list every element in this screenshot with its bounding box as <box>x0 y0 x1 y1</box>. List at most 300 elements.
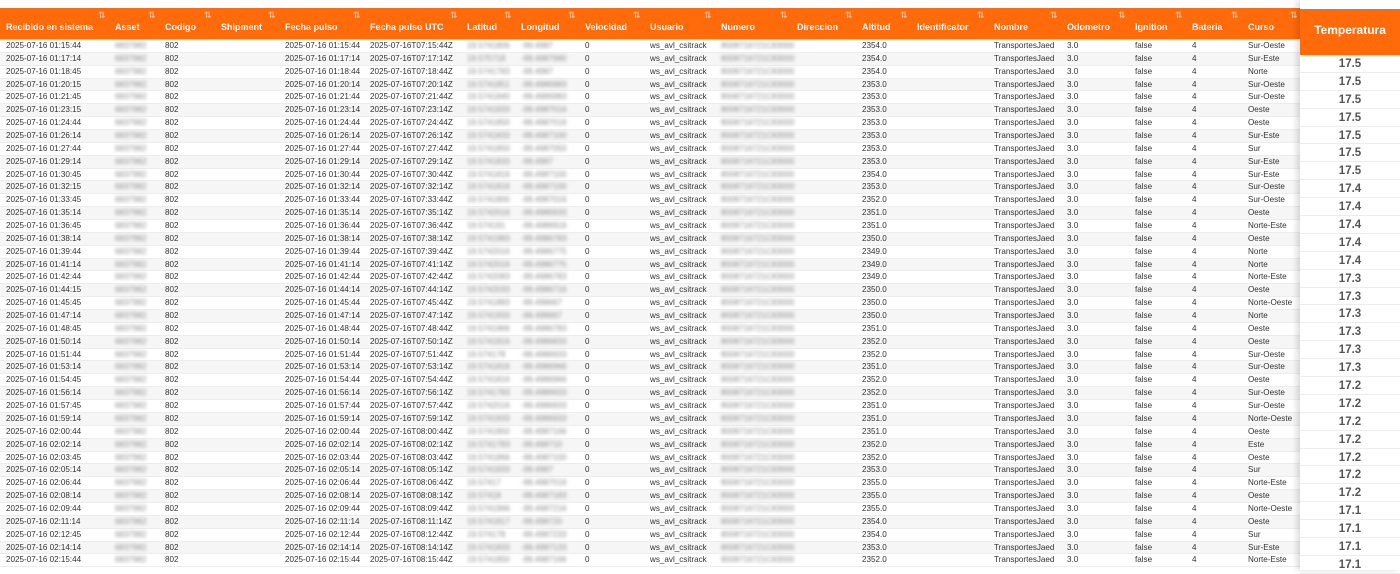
cell-direccion <box>791 374 857 386</box>
column-header-shipment[interactable] <box>215 8 280 39</box>
cell-direccion <box>791 426 857 438</box>
temperatura-cell: 17.1 <box>1300 502 1400 520</box>
table-row[interactable] <box>0 79 1302 92</box>
cell-direccion <box>791 40 857 52</box>
cell-nombre: TransportesJaed <box>994 452 1055 462</box>
cell-recibido-en-sistema: 2025-07-16 01:29:14 <box>6 156 82 166</box>
cell-numero: 8008716721C83000 <box>721 503 795 513</box>
column-header-direccion[interactable] <box>791 8 857 39</box>
cell-numero: 8008716721C83000 <box>721 388 795 398</box>
cell-velocidad: 0 <box>585 529 590 539</box>
table-row[interactable] <box>0 156 1302 169</box>
cell-direccion <box>791 53 857 65</box>
table-row[interactable] <box>0 529 1302 542</box>
cell-bateria: 4 <box>1192 156 1197 166</box>
cell-codigo: 802 <box>165 79 179 89</box>
cell-altitud: 2354.0 <box>862 529 887 539</box>
column-header-recibido-en-sistema[interactable] <box>0 8 110 39</box>
cell-longitud: -99.4986933 <box>521 388 567 398</box>
cell-longitud: -99.4986783 <box>521 233 567 243</box>
cell-numero: 8008716721C83000 <box>721 465 795 475</box>
cell-shipment <box>215 542 280 554</box>
cell-direccion <box>791 66 857 78</box>
cell-latitud: 19.5741817 <box>467 516 510 526</box>
cell-longitud: -99.498710 <box>521 439 562 449</box>
cell-latitud: 19.574178 <box>467 349 506 359</box>
cell-shipment <box>215 143 280 155</box>
cell-velocidad: 0 <box>585 272 590 282</box>
cell-bateria: 4 <box>1192 503 1197 513</box>
cell-altitud: 2352.0 <box>862 439 887 449</box>
cell-latitud: 19.5742083 <box>467 272 510 282</box>
cell-nombre: TransportesJaed <box>994 439 1055 449</box>
table-row[interactable] <box>0 207 1302 220</box>
table-row[interactable] <box>0 91 1302 104</box>
column-header-fecha-pulso-utc[interactable] <box>364 8 462 39</box>
cell-usuario: ws_avl_csitrack <box>650 478 707 488</box>
cell-latitud: 19.574191 <box>467 221 506 231</box>
table-row[interactable] <box>0 104 1302 117</box>
cell-codigo: 802 <box>165 131 179 141</box>
cell-nombre: TransportesJaed <box>994 516 1055 526</box>
cell-longitud: -99.4986933 <box>521 401 567 411</box>
cell-asset: 6837982 <box>115 259 147 269</box>
cell-identificator <box>911 336 989 348</box>
cell-recibido-en-sistema: 2025-07-16 01:15:44 <box>6 41 82 50</box>
cell-bateria: 4 <box>1192 529 1197 539</box>
temperatura-cell: 17.2 <box>1300 466 1400 484</box>
sort-arrows-icon[interactable]: ⇅ <box>633 10 639 20</box>
cell-numero: 8008716721C83000 <box>721 156 795 166</box>
column-header-codigo[interactable] <box>159 8 216 39</box>
cell-fecha-pulso-utc: 2025-07-16T07:38:14Z <box>370 233 453 243</box>
cell-codigo: 802 <box>165 182 179 192</box>
cell-odometro: 3.0 <box>1067 478 1079 488</box>
cell-velocidad: 0 <box>585 362 590 372</box>
table-row[interactable] <box>0 271 1302 284</box>
cell-asset: 6837982 <box>115 66 147 76</box>
cell-usuario: ws_avl_csitrack <box>650 413 707 423</box>
cell-ignition: false <box>1135 208 1153 218</box>
sort-arrows-icon[interactable]: ⇅ <box>900 10 906 20</box>
cell-codigo: 802 <box>165 362 179 372</box>
cell-longitud: -99.4987016 <box>521 105 567 115</box>
table-row[interactable] <box>0 246 1302 259</box>
cell-curso: Norte-Este <box>1248 272 1287 282</box>
cell-odometro: 3.0 <box>1067 182 1079 192</box>
cell-bateria: 4 <box>1192 79 1197 89</box>
cell-identificator <box>911 284 989 296</box>
cell-nombre: TransportesJaed <box>994 362 1055 372</box>
sort-arrows-icon[interactable]: ⇅ <box>268 10 274 20</box>
cell-longitud: -99.4986916 <box>521 221 567 231</box>
cell-odometro: 3.0 <box>1067 131 1079 141</box>
cell-longitud: -99.4986966 <box>521 362 567 372</box>
cell-identificator <box>911 194 989 206</box>
cell-ignition: false <box>1135 555 1153 565</box>
cell-curso: Sur-Oeste <box>1248 79 1285 89</box>
cell-direccion <box>791 387 857 399</box>
table-row[interactable] <box>0 310 1302 323</box>
cell-usuario: ws_avl_csitrack <box>650 118 707 128</box>
cell-numero: 8008716721C83000 <box>721 555 795 565</box>
temperatura-cell: 17.5 <box>1300 73 1400 91</box>
cell-numero: 8008716721C83000 <box>721 375 795 385</box>
column-header-odometro[interactable] <box>1061 8 1130 39</box>
cell-asset: 6837982 <box>115 555 147 565</box>
cell-asset: 6837982 <box>115 349 147 359</box>
sort-arrows-icon[interactable]: ⇅ <box>568 10 574 20</box>
cell-bateria: 4 <box>1192 169 1197 179</box>
cell-velocidad: 0 <box>585 169 590 179</box>
cell-shipment <box>215 271 280 283</box>
cell-recibido-en-sistema: 2025-07-16 02:06:44 <box>6 478 82 488</box>
table-row[interactable] <box>0 349 1302 362</box>
column-header-nombre[interactable] <box>988 8 1062 39</box>
table-row[interactable] <box>0 233 1302 246</box>
sort-arrows-icon[interactable]: ⇅ <box>1231 10 1237 20</box>
column-header-latitud[interactable] <box>461 8 516 39</box>
cell-altitud: 2353.0 <box>862 156 887 166</box>
cell-fecha-pulso: 2025-07-16 01:48:44 <box>285 323 361 333</box>
table-row[interactable] <box>0 503 1302 516</box>
cell-numero: 8008716721C83000 <box>721 195 795 205</box>
cell-fecha-pulso-utc: 2025-07-16T07:51:44Z <box>370 349 453 359</box>
cell-bateria: 4 <box>1192 426 1197 436</box>
cell-codigo: 802 <box>165 285 179 295</box>
cell-bateria: 4 <box>1192 388 1197 398</box>
cell-numero: 8008716721C83000 <box>721 118 795 128</box>
cell-direccion <box>791 143 857 155</box>
cell-direccion <box>791 349 857 361</box>
cell-nombre: TransportesJaed <box>994 182 1055 192</box>
table-row[interactable] <box>0 464 1302 477</box>
cell-ignition: false <box>1135 439 1153 449</box>
cell-recibido-en-sistema: 2025-07-16 01:38:14 <box>6 233 82 243</box>
cell-identificator <box>911 477 989 489</box>
cell-longitud: -99.4987100 <box>521 452 567 462</box>
table-row[interactable] <box>0 374 1302 387</box>
cell-bateria: 4 <box>1192 195 1197 205</box>
sort-arrows-icon[interactable]: ⇅ <box>977 10 983 20</box>
column-header-bateria[interactable] <box>1186 8 1243 39</box>
cell-fecha-pulso-utc: 2025-07-16T07:45:44Z <box>370 298 453 308</box>
sort-arrows-icon[interactable]: ⇅ <box>780 10 786 20</box>
cell-asset: 6837982 <box>115 298 147 308</box>
column-header-numero[interactable] <box>715 8 792 39</box>
sort-arrows-icon[interactable]: ⇅ <box>353 10 359 20</box>
column-header-usuario[interactable] <box>644 8 716 39</box>
cell-longitud: -99.4987016 <box>521 195 567 205</box>
cell-curso: Oeste <box>1248 323 1270 333</box>
temperatura-cell: 17.3 <box>1300 305 1400 323</box>
table-row[interactable] <box>0 387 1302 400</box>
cell-bateria: 4 <box>1192 362 1197 372</box>
cell-latitud: 19.5741783 <box>467 66 510 76</box>
cell-usuario: ws_avl_csitrack <box>650 246 707 256</box>
cell-shipment <box>215 374 280 386</box>
cell-curso: Oeste <box>1248 233 1270 243</box>
cell-fecha-pulso-utc: 2025-07-16T07:29:14Z <box>370 156 453 166</box>
cell-ignition: false <box>1135 388 1153 398</box>
table-row[interactable] <box>0 439 1302 452</box>
temperatura-cell: 17.1 <box>1300 520 1400 538</box>
cell-shipment <box>215 156 280 168</box>
cell-fecha-pulso: 2025-07-16 02:11:14 <box>285 516 360 526</box>
temperatura-cell: 17.3 <box>1300 323 1400 341</box>
cell-identificator <box>911 79 989 91</box>
table-row[interactable] <box>0 117 1302 130</box>
table-row[interactable] <box>0 400 1302 413</box>
table-row[interactable] <box>0 297 1302 310</box>
cell-latitud: 19.5741850 <box>467 426 510 436</box>
column-header-label: Asset <box>115 22 140 32</box>
cell-usuario: ws_avl_csitrack <box>650 272 707 282</box>
cell-latitud: 19.5741806 <box>467 41 510 50</box>
cell-longitud: -99.4987100 <box>521 169 567 179</box>
cell-velocidad: 0 <box>585 195 590 205</box>
table-row[interactable] <box>0 477 1302 490</box>
temperatura-cell: 17.5 <box>1300 144 1400 162</box>
column-header-label: Direccion <box>797 22 839 32</box>
cell-altitud: 2352.0 <box>862 336 887 346</box>
cell-ignition: false <box>1135 143 1153 153</box>
cell-recibido-en-sistema: 2025-07-16 01:51:44 <box>6 349 82 359</box>
cell-bateria: 4 <box>1192 221 1197 231</box>
table-row[interactable] <box>0 452 1302 465</box>
cell-fecha-pulso-utc: 2025-07-16T07:24:44Z <box>370 118 453 128</box>
cell-odometro: 3.0 <box>1067 503 1079 513</box>
cell-ignition: false <box>1135 426 1153 436</box>
column-header-identificator[interactable] <box>911 8 989 39</box>
sort-arrows-icon[interactable]: ⇅ <box>504 10 510 20</box>
sort-arrows-icon[interactable]: ⇅ <box>98 10 104 20</box>
cell-bateria: 4 <box>1192 323 1197 333</box>
cell-curso: Oeste <box>1248 452 1270 462</box>
column-header-fecha-pulso[interactable] <box>279 8 365 39</box>
cell-recibido-en-sistema: 2025-07-16 01:53:14 <box>6 362 82 372</box>
table-row[interactable] <box>0 169 1302 182</box>
cell-latitud: 19.5742016 <box>467 246 510 256</box>
temperatura-header[interactable]: Temperatura <box>1300 8 1400 55</box>
cell-usuario: ws_avl_csitrack <box>650 529 707 539</box>
cell-asset: 6837982 <box>115 41 147 50</box>
temperatura-cell: 17.3 <box>1300 359 1400 377</box>
cell-bateria: 4 <box>1192 349 1197 359</box>
cell-usuario: ws_avl_csitrack <box>650 298 707 308</box>
cell-curso: Oeste <box>1248 375 1270 385</box>
cell-altitud: 2350.0 <box>862 285 887 295</box>
temperatura-cell: 17.4 <box>1300 234 1400 252</box>
cell-velocidad: 0 <box>585 66 590 76</box>
cell-asset: 6837982 <box>115 53 147 63</box>
cell-ignition: false <box>1135 131 1153 141</box>
cell-altitud: 2349.0 <box>862 246 887 256</box>
table-row[interactable] <box>0 361 1302 374</box>
cell-recibido-en-sistema: 2025-07-16 01:21:45 <box>6 92 82 102</box>
cell-velocidad: 0 <box>585 491 590 501</box>
cell-numero: 8008716721C83000 <box>721 79 795 89</box>
cell-altitud: 2355.0 <box>862 503 887 513</box>
cell-codigo: 802 <box>165 233 179 243</box>
table-row[interactable] <box>0 40 1302 53</box>
cell-usuario: ws_avl_csitrack <box>650 452 707 462</box>
cell-fecha-pulso-utc: 2025-07-16T07:33:44Z <box>370 195 453 205</box>
sort-arrows-icon[interactable]: ⇅ <box>704 10 710 20</box>
table-row[interactable] <box>0 66 1302 79</box>
column-header-asset[interactable] <box>109 8 160 39</box>
cell-fecha-pulso: 2025-07-16 01:56:14 <box>285 388 361 398</box>
cell-asset: 6837982 <box>115 285 147 295</box>
cell-ignition: false <box>1135 413 1153 423</box>
cell-shipment <box>215 66 280 78</box>
table-row[interactable] <box>0 554 1302 567</box>
cell-fecha-pulso: 2025-07-16 02:03:44 <box>285 452 361 462</box>
cell-longitud: -99.498667 <box>521 311 562 321</box>
cell-curso: Sur-Oeste <box>1248 182 1285 192</box>
cell-longitud: -99.4987216 <box>521 503 567 513</box>
cell-longitud: -99.4987 <box>521 41 553 50</box>
column-header-label: Usuario <box>650 22 684 32</box>
cell-curso: Sur-Oeste <box>1248 401 1285 411</box>
sort-arrows-icon[interactable]: ⇅ <box>148 10 154 20</box>
cell-bateria: 4 <box>1192 143 1197 153</box>
cell-direccion <box>791 79 857 91</box>
cell-latitud: 19.5741816 <box>467 182 510 192</box>
sort-arrows-icon[interactable]: ⇅ <box>845 10 851 20</box>
cell-bateria: 4 <box>1192 452 1197 462</box>
cell-numero: 8008716721C83000 <box>721 182 795 192</box>
cell-identificator <box>911 361 989 373</box>
cell-altitud: 2351.0 <box>862 362 887 372</box>
column-header-curso[interactable] <box>1242 8 1302 39</box>
sort-arrows-icon[interactable]: ⇅ <box>1290 10 1296 20</box>
cell-shipment <box>215 53 280 65</box>
cell-latitud: 19.5742016 <box>467 401 510 411</box>
cell-latitud: 19.5742016 <box>467 259 510 269</box>
table-row[interactable] <box>0 130 1302 143</box>
column-header-altitud[interactable] <box>856 8 912 39</box>
cell-asset: 6837982 <box>115 401 147 411</box>
cell-odometro: 3.0 <box>1067 208 1079 218</box>
cell-latitud: 19.5741866 <box>467 452 510 462</box>
cell-longitud: -99.4987233 <box>521 529 567 539</box>
cell-usuario: ws_avl_csitrack <box>650 362 707 372</box>
cell-recibido-en-sistema: 2025-07-16 01:59:14 <box>6 413 82 423</box>
cell-latitud: 19.574178 <box>467 529 506 539</box>
cell-direccion <box>791 91 857 103</box>
cell-asset: 6837982 <box>115 208 147 218</box>
cell-fecha-pulso-utc: 2025-07-16T08:00:44Z <box>370 426 453 436</box>
cell-shipment <box>215 40 280 52</box>
cell-curso: Este <box>1248 439 1265 449</box>
cell-direccion <box>791 503 857 515</box>
cell-shipment <box>215 426 280 438</box>
sort-arrows-icon[interactable]: ⇅ <box>204 10 210 20</box>
cell-recibido-en-sistema: 2025-07-16 02:12:45 <box>6 529 82 539</box>
column-header-label: Altitud <box>862 22 891 32</box>
cell-codigo: 802 <box>165 401 179 411</box>
table-row[interactable] <box>0 259 1302 272</box>
table-row[interactable] <box>0 53 1302 66</box>
cell-asset: 6837982 <box>115 503 147 513</box>
cell-ignition: false <box>1135 491 1153 501</box>
sort-arrows-icon[interactable]: ⇅ <box>1118 10 1124 20</box>
cell-shipment <box>215 400 280 412</box>
cell-velocidad: 0 <box>585 413 590 423</box>
cell-ignition: false <box>1135 362 1153 372</box>
cell-numero: 8008716721C83000 <box>721 478 795 488</box>
cell-curso: Oeste <box>1248 336 1270 346</box>
cell-ignition: false <box>1135 118 1153 128</box>
table-row[interactable] <box>0 542 1302 555</box>
temperatura-cell: 17.5 <box>1300 91 1400 109</box>
column-header-ignition[interactable] <box>1129 8 1187 39</box>
cell-fecha-pulso: 2025-07-16 01:23:14 <box>285 105 361 115</box>
cell-nombre: TransportesJaed <box>994 208 1055 218</box>
table-row[interactable] <box>0 336 1302 349</box>
cell-odometro: 3.0 <box>1067 246 1079 256</box>
cell-asset: 6837982 <box>115 491 147 501</box>
table-row[interactable] <box>0 220 1302 233</box>
table-row[interactable] <box>0 490 1302 503</box>
cell-bateria: 4 <box>1192 375 1197 385</box>
cell-velocidad: 0 <box>585 388 590 398</box>
table-row[interactable] <box>0 181 1302 194</box>
table-row[interactable] <box>0 194 1302 207</box>
column-header-label: Fecha pulso <box>285 22 338 32</box>
cell-numero: 8008716721C83000 <box>721 413 795 423</box>
sort-arrows-icon[interactable]: ⇅ <box>1175 10 1181 20</box>
cell-numero: 8008716721C83000 <box>721 311 795 321</box>
column-header-longitud[interactable] <box>515 8 580 39</box>
table-row[interactable] <box>0 284 1302 297</box>
cell-identificator <box>911 542 989 554</box>
cell-longitud: -99.4987166 <box>521 426 567 436</box>
cell-fecha-pulso-utc: 2025-07-16T08:03:44Z <box>370 452 453 462</box>
sort-arrows-icon[interactable]: ⇅ <box>1050 10 1056 20</box>
cell-altitud: 2353.0 <box>862 79 887 89</box>
cell-fecha-pulso: 2025-07-16 01:59:14 <box>285 413 361 423</box>
cell-fecha-pulso-utc: 2025-07-16T07:36:44Z <box>370 221 453 231</box>
table-row[interactable] <box>0 516 1302 529</box>
temperatura-cell: 17.2 <box>1300 431 1400 449</box>
cell-numero: 8008716721C83000 <box>721 208 795 218</box>
cell-codigo: 802 <box>165 259 179 269</box>
cell-fecha-pulso-utc: 2025-07-16T07:56:14Z <box>370 388 453 398</box>
cell-nombre: TransportesJaed <box>994 195 1055 205</box>
cell-fecha-pulso: 2025-07-16 01:41:14 <box>285 259 361 269</box>
cell-altitud: 2353.0 <box>862 182 887 192</box>
cell-altitud: 2351.0 <box>862 413 887 423</box>
cell-direccion <box>791 156 857 168</box>
column-header-label: Ignition <box>1135 22 1168 32</box>
cell-altitud: 2350.0 <box>862 298 887 308</box>
sort-arrows-icon[interactable]: ⇅ <box>450 10 456 20</box>
cell-asset: 6837982 <box>115 233 147 243</box>
cell-shipment <box>215 104 280 116</box>
table-row[interactable] <box>0 413 1302 426</box>
table-row[interactable] <box>0 143 1302 156</box>
cell-odometro: 3.0 <box>1067 156 1079 166</box>
cell-velocidad: 0 <box>585 92 590 102</box>
cell-codigo: 802 <box>165 452 179 462</box>
column-header-velocidad[interactable] <box>579 8 645 39</box>
cell-asset: 6837982 <box>115 156 147 166</box>
cell-ignition: false <box>1135 336 1153 346</box>
table-row[interactable] <box>0 426 1302 439</box>
table-row[interactable] <box>0 323 1302 336</box>
